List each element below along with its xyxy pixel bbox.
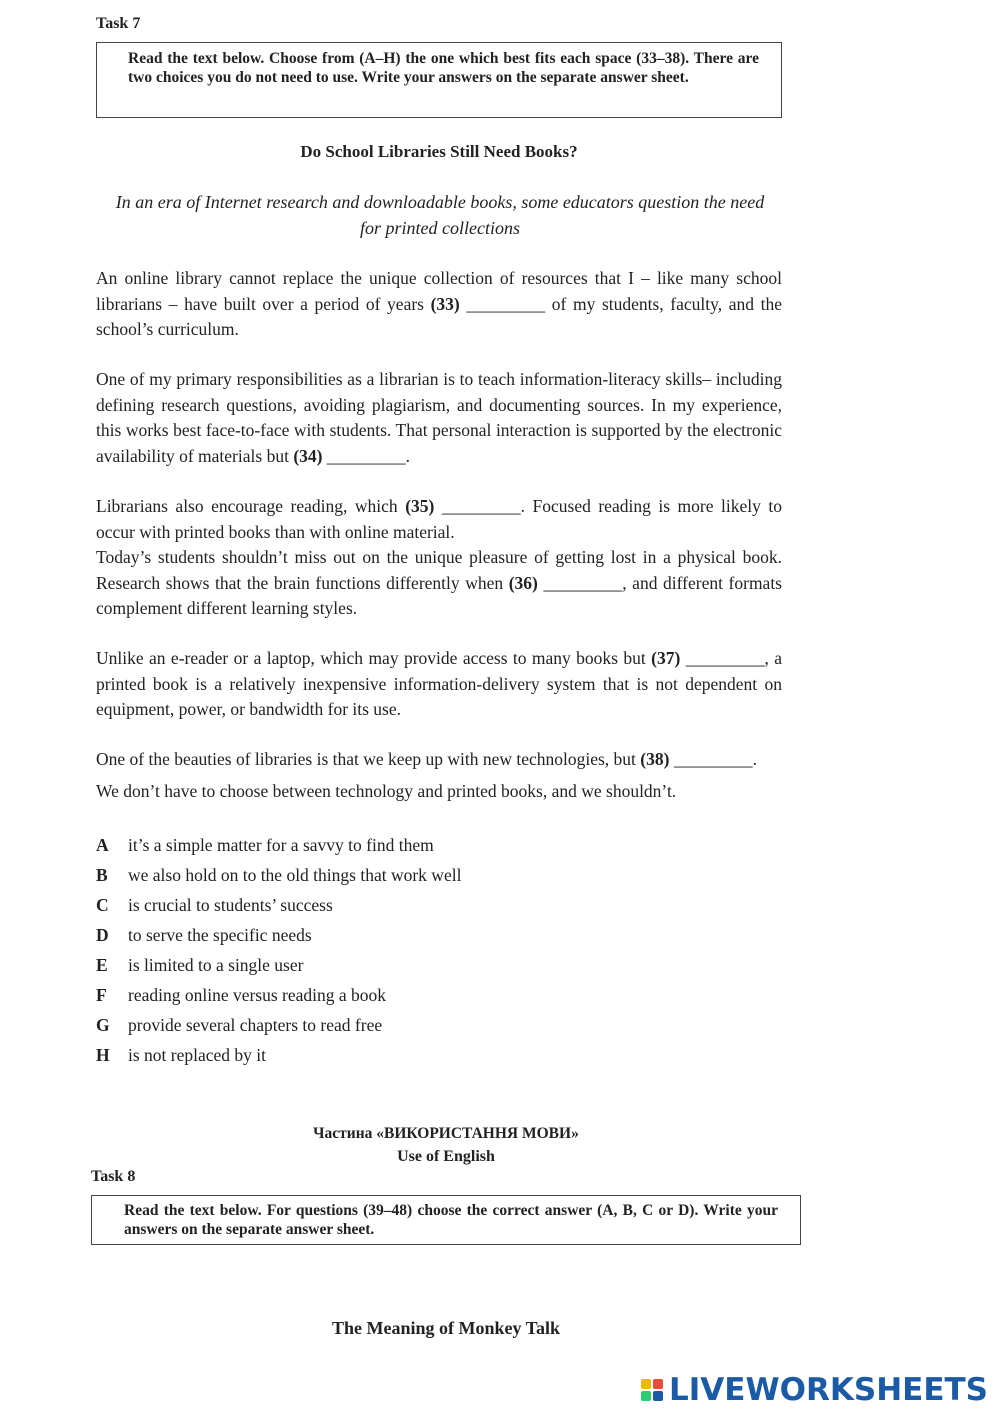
option-f [96,985,386,1006]
gap-38-blank[interactable]: _________. [669,749,757,769]
p3-text-after: Focused reading is more likely to occur with printed books than with online material. [96,496,782,542]
paragraph-2 [96,367,782,469]
task7-subtitle [60,189,820,241]
option-letter: G [96,1015,110,1035]
task8-label: Task 8 [91,1168,136,1185]
task8-instructions: Read the text below. For questions (39–48) choose the correct answer (A, B, C or D). Write your answers on the separate answer sheet. [124,1202,778,1238]
p4-text: Today’s students shouldn’t miss out on the unique pleasure of getting lost in a physical book. Research shows that the brain functions differently when [96,547,782,593]
gap-33-number: (33) [430,293,460,314]
section-title-ua: Частина «ВИКОРИСТАННЯ МОВИ» [313,1125,579,1142]
gap-34-number: (34) [293,445,323,466]
option-text: we also hold on to the old things that work well [128,865,462,885]
paragraph-6 [96,747,782,773]
paragraph-6-line-2: We don’t have to choose between technology and printed books, and we shouldn’t. [96,781,677,801]
task7-title: Do School Libraries Still Need Books? [300,142,578,161]
p1-text: An online library cannot replace the unique collection of resources that I – like many school librarians – have built over a period of years [96,268,782,314]
option-d [96,925,312,946]
paragraph-1 [96,266,782,343]
p5-text: Unlike an e-reader or a laptop, which may provide access to many books but [96,648,652,668]
option-e [96,955,303,976]
option-letter: F [96,985,107,1005]
option-letter: E [96,955,108,975]
option-letter: A [96,835,109,855]
task7-instructions-box [96,42,782,118]
gap-35-blank[interactable]: _________. [434,496,533,516]
gap-35-number: (35) [405,496,435,516]
option-b [96,865,461,886]
option-c [96,895,333,916]
gap-34-blank[interactable]: _________. [322,445,410,466]
option-text: reading online versus reading a book [128,985,387,1005]
p3-text: Librarians also encourage reading, which [96,496,406,516]
option-text: provide several chapters to read free [128,1015,383,1035]
option-letter: H [96,1045,110,1065]
option-text: it’s a simple matter for a savvy to find them [128,835,434,855]
gap-37-blank[interactable]: _________, [680,648,775,668]
subtitle-line-2: for printed collections [360,218,520,238]
option-g [96,1015,382,1036]
paragraph-4 [96,545,782,622]
liveworksheets-logo [641,1372,988,1408]
p5-text-after: a printed book is a relatively inexpensive information-delivery system that is not dependent on equipment, power, or bandwidth for its use. [96,648,783,719]
paragraph-3 [96,494,782,545]
option-text: is limited to a single user [128,955,304,975]
option-text: is not replaced by it [128,1045,267,1065]
option-letter: D [96,925,109,945]
gap-38-number: (38) [640,749,670,769]
logo-icon [641,1379,663,1401]
gap-33-blank[interactable]: _________ [459,293,552,314]
option-h [96,1045,266,1066]
gap-37-number: (37) [651,648,681,668]
p1-text-after: of my students, faculty, and the school’s curriculum. [96,293,783,339]
option-text: to serve the specific needs [128,925,312,945]
gap-36-number: (36) [508,572,538,593]
task8-instructions-box [91,1195,801,1245]
option-a [96,835,434,856]
paragraph-5 [96,646,782,723]
option-letter: B [96,865,108,885]
option-text: is crucial to students’ success [128,895,333,915]
p6-text: One of the beauties of libraries is that we keep up with new technologies, but [96,749,641,769]
section-title-en: Use of English [397,1148,495,1165]
task8-title: The Meaning of Monkey Talk [331,1318,561,1338]
task7-label: Task 7 [96,15,141,32]
subtitle-line-1: In an era of Internet research and downloadable books, some educators question the need [115,192,765,212]
task7-instructions: Read the text below. Choose from (A–H) the one which best fits each space (33–38). There are two choices you do not need to use. Write your answers on the separate answer sheet. [128,50,759,86]
gap-36-blank[interactable]: _________, [537,572,633,593]
option-letter: C [96,895,109,915]
p4-text-after: and different formats complement different learning styles. [96,572,782,618]
logo-text: LIVEWORKSHEETS [669,1372,988,1408]
p2-text: One of my primary responsibilities as a librarian is to teach information-literacy skills– including defining research questions, avoiding plagiarism, and documenting sources. In my experience, this works best face-to-face with students. That personal interaction is supported by the electronic availability of materials but [96,369,782,466]
